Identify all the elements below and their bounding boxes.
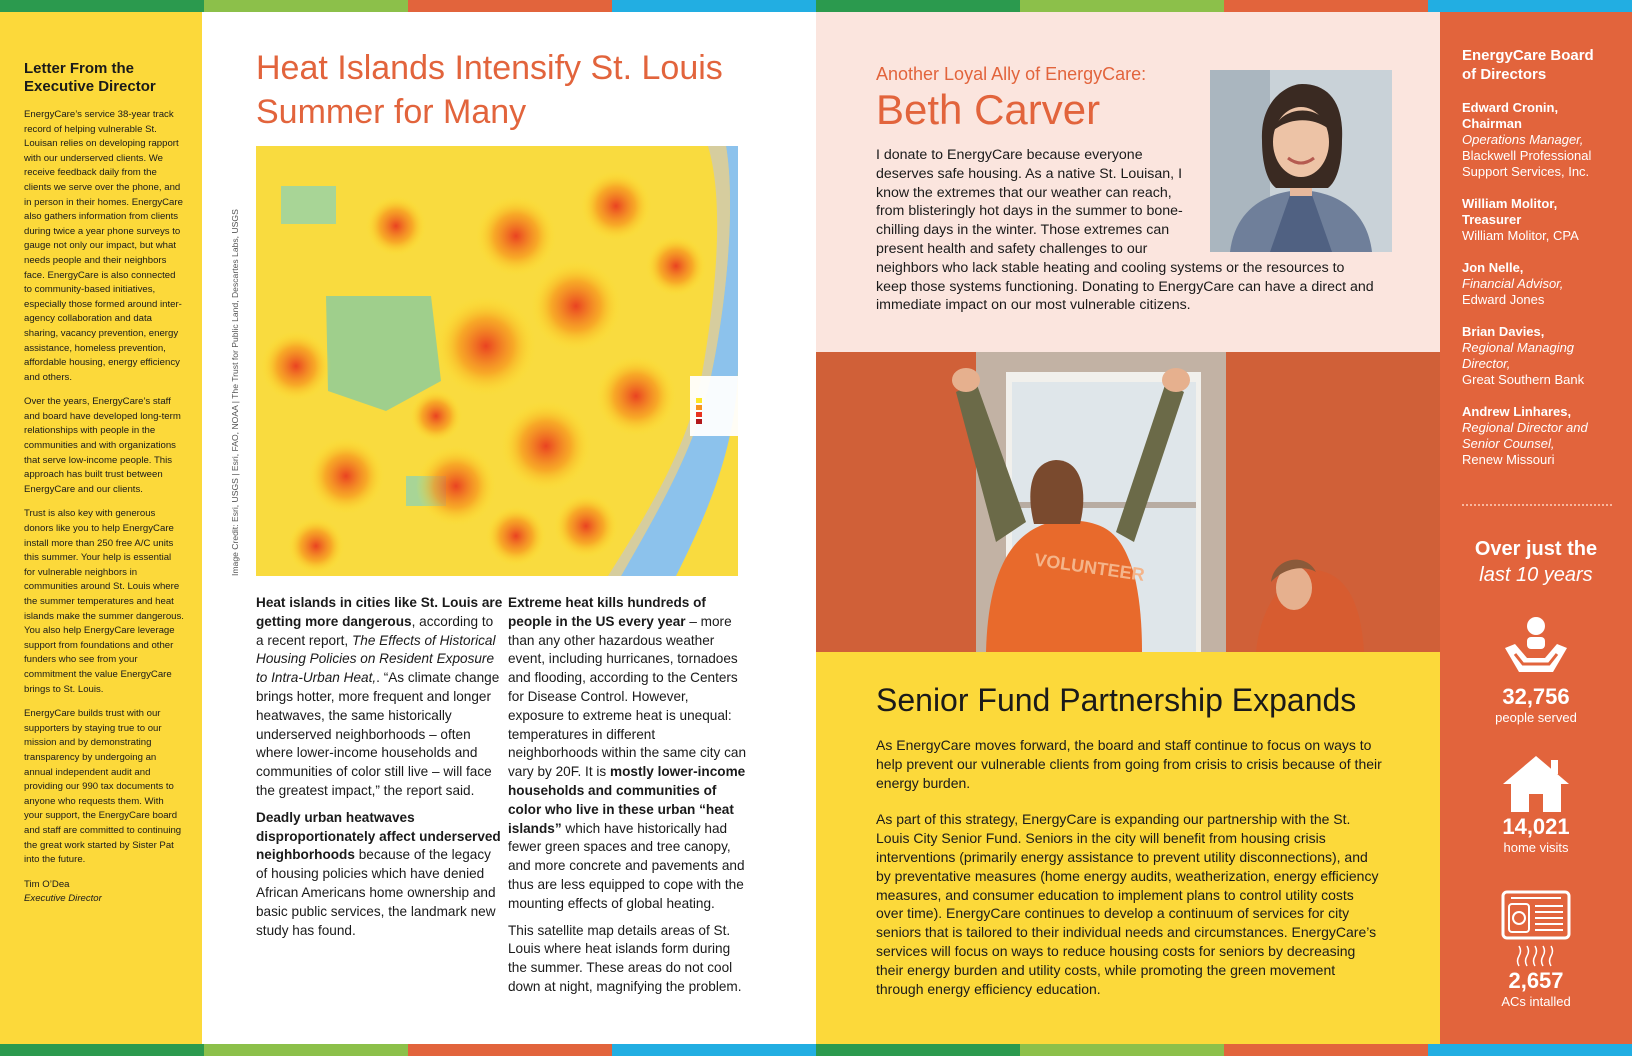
article-paragraph xyxy=(256,809,504,941)
member-name: Andrew Linhares, xyxy=(1462,404,1572,419)
subhead-bold: Deadly urban heatwaves disproportionately affect underserved neighborhoods xyxy=(256,809,501,863)
member-role: Regional Director and Senior Counsel, xyxy=(1462,420,1588,451)
member-role: Financial Advisor, xyxy=(1462,276,1564,291)
board-member xyxy=(1462,100,1612,180)
letter-paragraph: EnergyCare’s service 38-year track record of helping vulnerable St. Louisan relies on developing rapport with our underserved clients. We receive feedback daily from the clients we serve over the phone, and in person in their homes. EnergyCare also gathers information from clients during twice a year phone surveys to gauge not only our impact, but what needs people and their neighbors face. EnergyCare is also connected to community-based initiatives, especially those formed around inter-agency collaboration and data sharing, vacancy prevention, energy assistance, homeless prevention, affordable housing, energy efficiency and others. xyxy=(24,109,183,383)
heat-map-graphic xyxy=(256,146,738,576)
letter-column xyxy=(0,12,202,1044)
member-name: Edward Cronin, Chairman xyxy=(1462,100,1559,131)
ally-kicker: Another Loyal Ally of EnergyCare: xyxy=(876,64,1147,84)
article-headline: Heat Islands Intensify St. Louis Summer for Many xyxy=(256,49,723,131)
right-panel xyxy=(816,12,1440,1044)
signer-name: Tim O’Dea xyxy=(24,878,70,890)
text-run: . “As climate change brings hotter, more frequent and longer heatwaves, the same historically underserved neighborhoods – often where lower-income households and communities of color still live – will face the greatest impact,” the report said. xyxy=(256,670,500,798)
senior-paragraph: As EnergyCare moves forward, the board and staff continue to focus on ways to help prevent our vulnerable clients from going from crisis to crisis because of their energy burden. xyxy=(876,737,1382,791)
letter-paragraph: Over the years, EnergyCare’s staff and board have developed long-term relationships with people in the communities and with organizations that serve low-income people. This approach has built trust between EnergyCare and our clients. xyxy=(24,396,181,495)
executive-letter xyxy=(24,60,184,907)
stat-label: home visits xyxy=(1503,840,1569,855)
senior-paragraph: As part of this strategy, EnergyCare is expanding our partnership with the St. Louis City Senior Fund. Seniors in the city will benefit from housing crisis interventions (primarily energy assistance to prevent utility disconnections), and by preventative measures (home energy audits, weatherization, energy efficiency measures, and consumer education to implement plans to control utility costs over time). EnergyCare continues to develop a continuum of services for city seniors that is tailored to their individual needs and circumstances. EnergyCare’s services will focus on ways to reduce housing costs for seniors by decreasing their energy burden and utility costs, while promoting the green movement through energy efficiency education. xyxy=(876,811,1379,997)
stat-label: people served xyxy=(1495,710,1577,725)
text-run: which have historically had fewer green spaces and tree canopy, and more concrete and pavements and thus are less equipped to cope with the mounting effects of global heating. xyxy=(508,820,745,911)
member-org: Blackwell Professional Support Services, Inc. xyxy=(1462,148,1592,179)
divider xyxy=(1462,504,1612,506)
text-run: – more than any other hazardous weather event, including hurricanes, tornadoes and flooding, according to the Centers for Disease Control. However, exposure to extreme heat is unequal: temperatures in different neighborhoods within the same city can vary by 20F. It is xyxy=(508,613,747,780)
stats-heading-line-2: last 10 years xyxy=(1479,564,1593,586)
member-org: Renew Missouri xyxy=(1462,452,1555,467)
ally-profile xyxy=(816,12,1440,352)
lead-bold: Extreme heat kills hundreds of people in the US every year xyxy=(508,595,706,629)
article-column-1 xyxy=(256,594,504,948)
ally-portrait xyxy=(1210,70,1392,252)
board-and-stats-column xyxy=(1440,12,1632,1044)
stats-heading-line-1: Over just the xyxy=(1474,538,1598,560)
board-member xyxy=(1462,196,1612,244)
heat-island-article xyxy=(202,12,816,1044)
member-name: William Molitor, Treasurer xyxy=(1462,196,1558,227)
member-name: Brian Davies, xyxy=(1462,324,1545,339)
stat-acs-installed xyxy=(1440,890,1632,1009)
stats-heading xyxy=(1440,536,1632,588)
lead-bold: Heat islands in cities like St. Louis are getting more dangerous xyxy=(256,595,503,629)
hands-person-icon xyxy=(1501,614,1571,684)
article-paragraph: This satellite map details areas of St. Louis where heat islands form during the summer. These areas do not cool down at night, magnifying the problem. xyxy=(508,922,742,994)
ally-name: Beth Carver xyxy=(876,86,1101,133)
senior-body xyxy=(876,736,1382,1016)
portrait-graphic xyxy=(1210,70,1392,252)
top-color-bar xyxy=(0,0,1632,12)
member-name: Jon Nelle, xyxy=(1462,260,1524,275)
member-role: Regional Managing Director, xyxy=(1462,340,1575,371)
board-of-directors xyxy=(1462,46,1612,484)
member-org: Great Southern Bank xyxy=(1462,372,1585,387)
letter-paragraph: Trust is also key with generous donors like you to help EnergyCare install more than 250 free A/C units this summer. Your help is essential for vulnerable neighbors in communities around St. Louis where the summer temperatures and heat islands make the summer dangerous. You also help EnergyCare leverage support from foundations and other funders who see from your commitment the value EnergyCare brings to St. Louis. xyxy=(24,508,184,695)
stat-label: ACs intalled xyxy=(1501,994,1571,1009)
board-member xyxy=(1462,404,1612,468)
ally-quote xyxy=(876,146,1374,315)
stat-home-visits xyxy=(1440,754,1632,855)
member-role: Operations Manager, xyxy=(1462,132,1584,147)
letter-paragraph: EnergyCare builds trust with our supporters by staying true to our mission and by demonstrating transparency by undergoing an annual independent audit and providing our 990 tax documents to anyone who requests them. With your support, the EnergyCare board and staff are committed to continuing the great work started by Sister Pat into the future. xyxy=(24,708,182,866)
article-paragraph xyxy=(256,594,504,801)
image-credit: Image Credit: Esri, USGS | Esri, FAO, NOAA | The Trust for Public Land, Descartes Labs, USGS xyxy=(230,209,240,576)
article-column-2 xyxy=(508,594,748,1005)
volunteer-photo xyxy=(816,352,1440,652)
emphasis-bold: mostly lower-income households and communities of color who live in these urban “heat islands” xyxy=(508,764,746,836)
board-member xyxy=(1462,324,1612,388)
stat-value: 14,021 xyxy=(1502,814,1570,839)
bottom-color-bar xyxy=(0,1044,1632,1056)
stat-people-served xyxy=(1440,614,1632,725)
stat-value: 2,657 xyxy=(1508,968,1564,993)
letter-title: Letter From the Executive Director xyxy=(24,60,156,95)
stat-value: 32,756 xyxy=(1502,684,1570,709)
senior-fund-section xyxy=(816,652,1440,1044)
shirt-text: VOLUNTEER xyxy=(1033,549,1146,585)
house-icon xyxy=(1501,754,1571,814)
volunteer-photo-graphic xyxy=(816,352,1440,652)
report-title: The Effects of Historical Housing Policies on Resident Exposure to Intra-Urban Heat, xyxy=(256,632,496,686)
heat-map-image xyxy=(256,146,738,576)
board-title: EnergyCare Board of Directors xyxy=(1462,47,1594,83)
member-org: William Molitor, CPA xyxy=(1462,228,1579,243)
signer-title: Executive Director xyxy=(24,893,102,905)
text-run: , according to a recent report, xyxy=(256,613,494,648)
quote-text: I donate to EnergyCare because everyone deserves safe housing. As a native St. Louisan, I know the extremes that our weather can reach, from blisteringly hot days in the summer to bone-chilling days in the winter. Those extremes can present health and safety challenges to our neighbors who lack stable heating and cooling systems or the resources to keep those systems functioning. Donating to EnergyCare can have a direct and immediate impact on our most vulnerable citizens. xyxy=(876,147,1374,314)
senior-title: Senior Fund Partnership Expands xyxy=(876,682,1357,718)
article-paragraph xyxy=(508,594,748,914)
member-org: Edward Jones xyxy=(1462,292,1545,307)
board-member xyxy=(1462,260,1612,308)
air-conditioner-icon xyxy=(1501,890,1571,968)
text-run: because of the legacy of housing policies which have denied African Americans home ownership and basic public services, the landmark new study has found. xyxy=(256,847,496,938)
